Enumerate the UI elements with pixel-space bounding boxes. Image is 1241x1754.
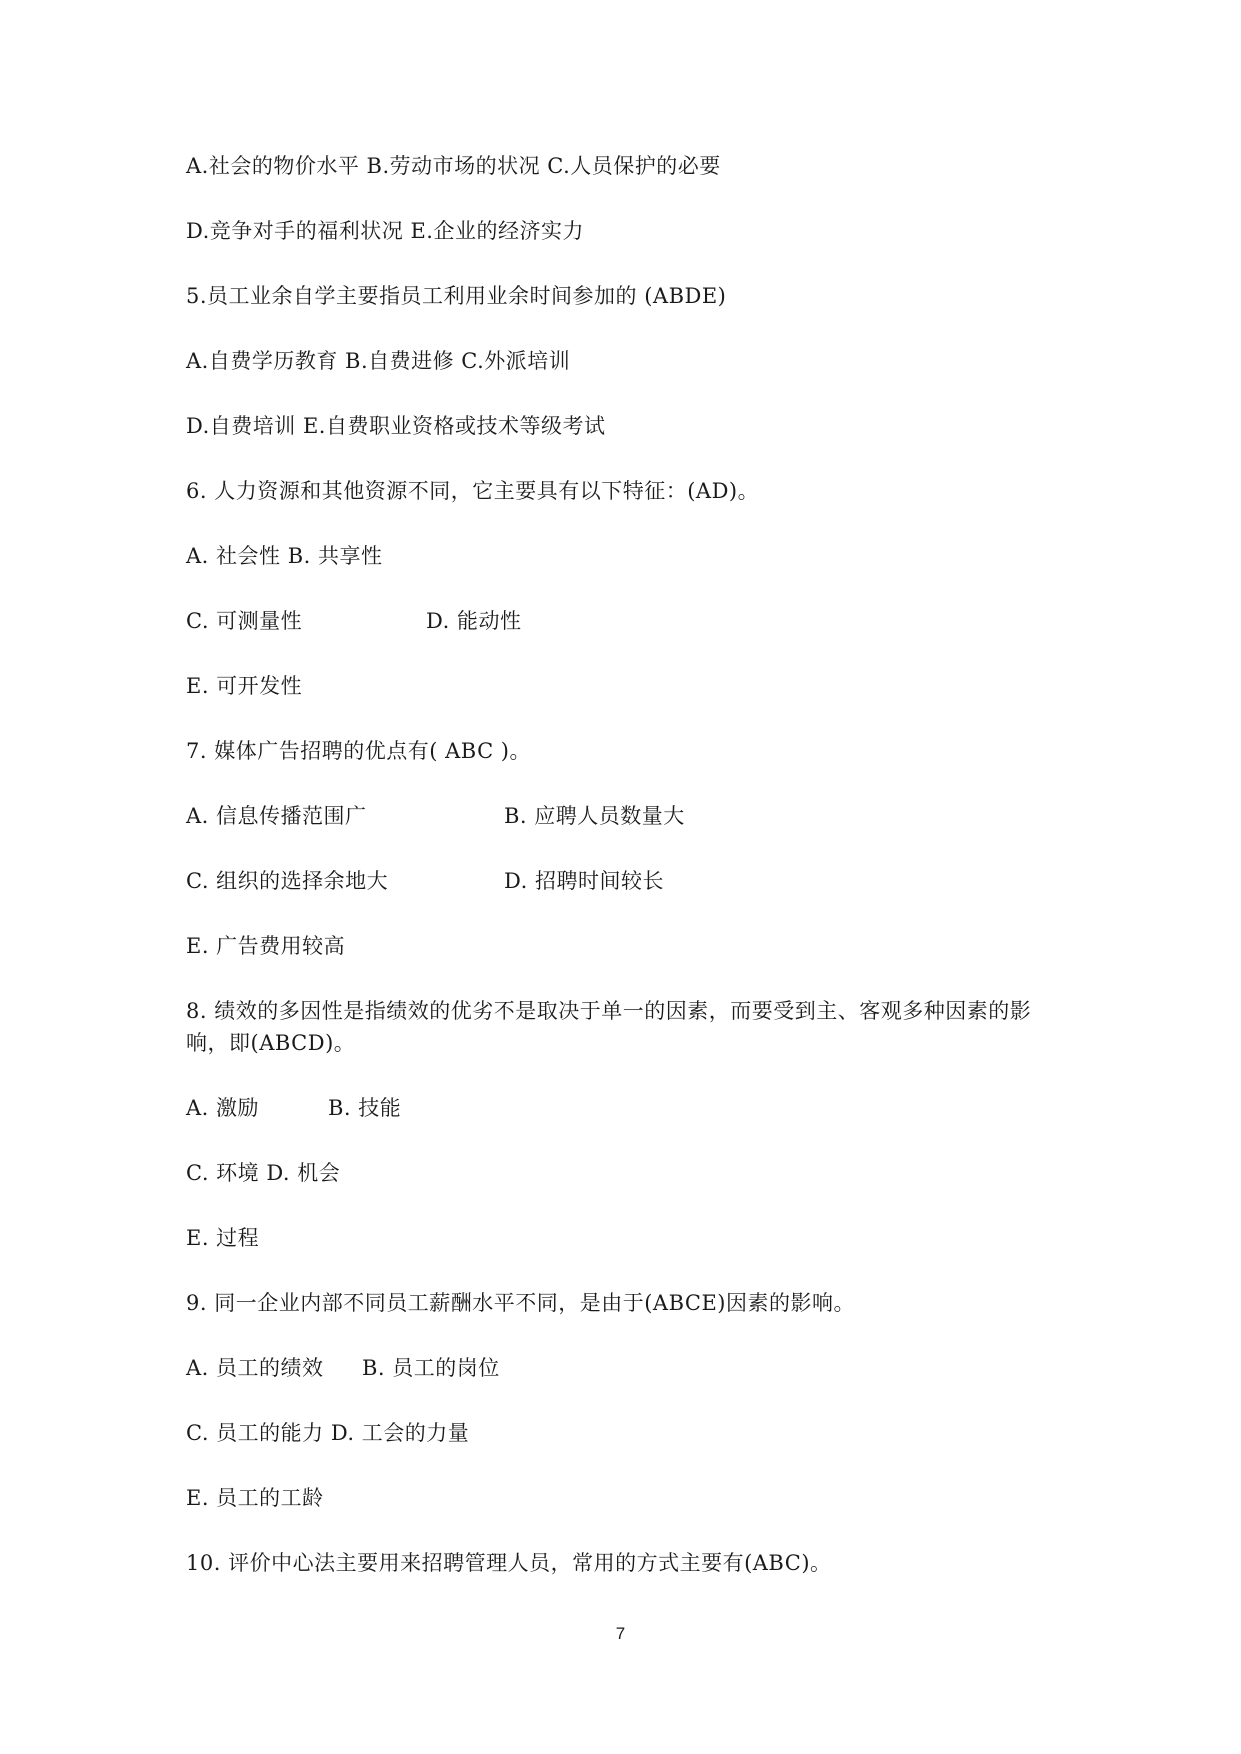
- q8-option-b: B. 技能: [328, 1096, 402, 1120]
- q7-question: 7. 媒体广告招聘的优点有( ABC )。: [186, 739, 532, 763]
- q4-options-de: D.竞争对手的福利状况 E.企业的经济实力: [186, 219, 584, 243]
- q9-option-b: B. 员工的岗位: [362, 1356, 500, 1380]
- q8-question: 8. 绩效的多因性是指绩效的优劣不是取决于单一的因素，而要受到主、客观多种因素的影响，即(ABCD)。: [186, 999, 1032, 1055]
- q10-question: 10. 评价中心法主要用来招聘管理人员，常用的方式主要有(ABC)。: [186, 1551, 832, 1575]
- q5-options-de: D.自费培训 E.自费职业资格或技术等级考试: [186, 414, 606, 438]
- q5-question: 5.员工业余自学主要指员工利用业余时间参加的 (ABDE): [186, 284, 727, 308]
- page-number: 7: [615, 1624, 626, 1643]
- q7-option-a: A. 信息传播范围广: [186, 804, 367, 828]
- q7-option-d: D. 招聘时间较长: [504, 869, 664, 893]
- q9-options-cd: C. 员工的能力 D. 工会的力量: [186, 1421, 470, 1445]
- q6-option-d: D. 能动性: [426, 609, 522, 633]
- q8-options-cd: C. 环境 D. 机会: [186, 1161, 341, 1185]
- q6-option-c: C. 可测量性: [186, 609, 303, 633]
- q9-option-a: A. 员工的绩效: [186, 1356, 324, 1380]
- q6-options-ab: A. 社会性 B. 共享性: [186, 544, 383, 568]
- q4-options-abc: A.社会的物价水平 B.劳动市场的状况 C.人员保护的必要: [186, 154, 721, 178]
- q6-option-e: E. 可开发性: [186, 674, 303, 698]
- q7-option-e: E. 广告费用较高: [186, 934, 346, 958]
- q9-question: 9. 同一企业内部不同员工薪酬水平不同，是由于(ABCE)因素的影响。: [186, 1291, 855, 1315]
- q6-question: 6. 人力资源和其他资源不同，它主要具有以下特征：(AD)。: [186, 479, 760, 503]
- q8-option-a: A. 激励: [186, 1096, 260, 1120]
- q8-option-e: E. 过程: [186, 1226, 260, 1250]
- q9-option-e: E. 员工的工龄: [186, 1486, 324, 1510]
- q5-options-abc: A.自费学历教育 B.自费进修 C.外派培训: [186, 349, 571, 373]
- q7-option-c: C. 组织的选择余地大: [186, 869, 389, 893]
- q7-option-b: B. 应聘人员数量大: [504, 804, 685, 828]
